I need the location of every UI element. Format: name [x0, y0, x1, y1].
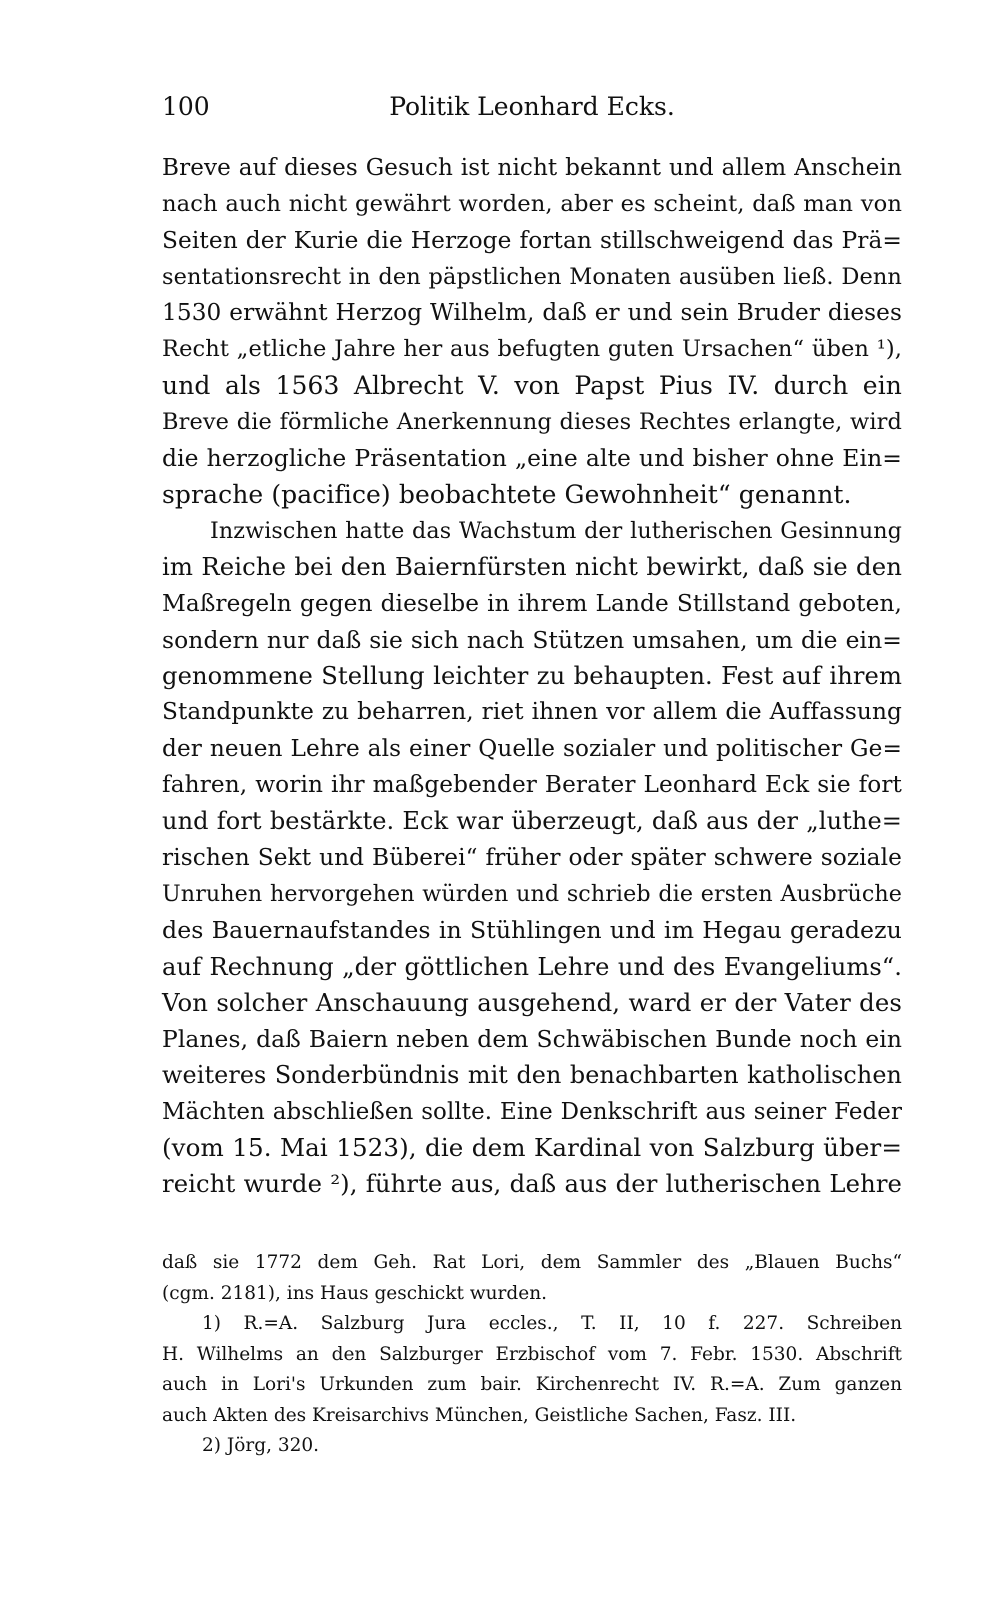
- text-line: und als 1563 Albrecht V. von Papst Pius IV. durch ein: [162, 370, 902, 400]
- text-line: (vom 15. Mai 1523), die dem Kardinal von Salzburg über=: [162, 1133, 902, 1163]
- body-text: [162, 150, 902, 1203]
- text-line: auf Rechnung „der göttlichen Lehre und des Evangeliums“.: [162, 952, 902, 981]
- text-line: sentationsrecht in den päpstlichen Monaten ausüben ließ. Denn: [162, 263, 902, 290]
- text-line: der neuen Lehre als einer Quelle sozialer und politischer Ge=: [162, 734, 902, 762]
- text-line: sprache (pacifice) beobachtete Gewohnheit“ genannt.: [162, 479, 852, 509]
- text-line: Breve die förmliche Anerkennung dieses Rechtes erlangte, wird: [162, 409, 902, 436]
- text-line: 1530 erwähnt Herzog Wilhelm, daß er und sein Bruder dieses: [162, 299, 902, 327]
- text-line: Maßregeln gegen dieselbe in ihrem Lande Stillstand geboten,: [162, 589, 902, 617]
- footnote-line: 1) R.=A. Salzburg Jura eccles., T. II, 10 f. 227. Schreiben: [202, 1313, 902, 1334]
- text-line: Mächten abschließen sollte. Eine Denkschrift aus seiner Feder: [162, 1098, 902, 1125]
- text-line: Inzwischen hatte das Wachstum der lutherischen Gesinnung: [210, 517, 902, 544]
- text-line: Standpunkte zu beharren, riet ihnen vor allem die Auffassung: [162, 698, 902, 726]
- text-line: die herzogliche Präsentation „eine alte und bisher ohne Ein=: [162, 444, 902, 473]
- text-line: weiteres Sonderbündnis mit den benachbarten katholischen: [162, 1061, 902, 1090]
- text-line: Planes, daß Baiern neben dem Schwäbischen Bunde noch ein: [162, 1025, 902, 1054]
- text-line: Unruhen hervorgehen würden und schrieb die ersten Ausbrüche: [162, 880, 902, 907]
- page-number: 100: [162, 92, 210, 121]
- text-line: genommene Stellung leichter zu behaupten. Fest auf ihrem: [162, 662, 902, 691]
- text-line: fahren, worin ihr maßgebender Berater Leonhard Eck sie fort: [162, 771, 902, 799]
- text-line: Seiten der Kurie die Herzoge fortan stillschweigend das Prä=: [162, 226, 902, 254]
- footnote-line: (cgm. 2181), ins Haus geschickt wurden.: [162, 1282, 547, 1304]
- text-line: Breve auf dieses Gesuch ist nicht bekannt und allem Anschein: [162, 155, 902, 181]
- page-header: [162, 92, 902, 132]
- footnote-line: daß sie 1772 dem Geh. Rat Lori, dem Sammler des „Blauen Buchs“: [162, 1252, 902, 1273]
- text-line: Von solcher Anschauung ausgehend, ward er der Vater des: [162, 987, 902, 1017]
- text-line: nach auch nicht gewährt worden, aber es scheint, daß man von: [162, 191, 902, 218]
- text-line: sondern nur daß sie sich nach Stützen umsahen, um die ein=: [162, 625, 902, 654]
- text-line: Recht „etliche Jahre her aus befugten guten Ursachen“ üben ¹),: [162, 336, 902, 363]
- text-line: reicht wurde ²), führte aus, daß aus der lutherischen Lehre: [162, 1169, 902, 1199]
- text-line: im Reiche bei den Baiernfürsten nicht bewirkt, daß sie den: [162, 552, 902, 582]
- text-line: rischen Sekt und Büberei“ früher oder später schwere soziale: [162, 843, 902, 871]
- footnotes: [162, 1248, 902, 1462]
- footnote-line: 2) Jörg, 320.: [202, 1435, 320, 1456]
- footnote-line: auch in Lori's Urkunden zum bair. Kirchenrecht IV. R.=A. Zum ganzen: [162, 1374, 902, 1395]
- footnote-line: H. Wilhelms an den Salzburger Erzbischof vom 7. Febr. 1530. Abschrift: [162, 1343, 902, 1365]
- running-head: Politik Leonhard Ecks.: [389, 92, 675, 121]
- footnote-line: auch Akten des Kreisarchivs München, Geistliche Sachen, Fasz. III.: [162, 1404, 797, 1426]
- text-line: und fort bestärkte. Eck war überzeugt, daß aus der „luthe=: [162, 807, 902, 836]
- text-line: des Bauernaufstandes in Stühlingen und im Hegau geradezu: [162, 916, 902, 945]
